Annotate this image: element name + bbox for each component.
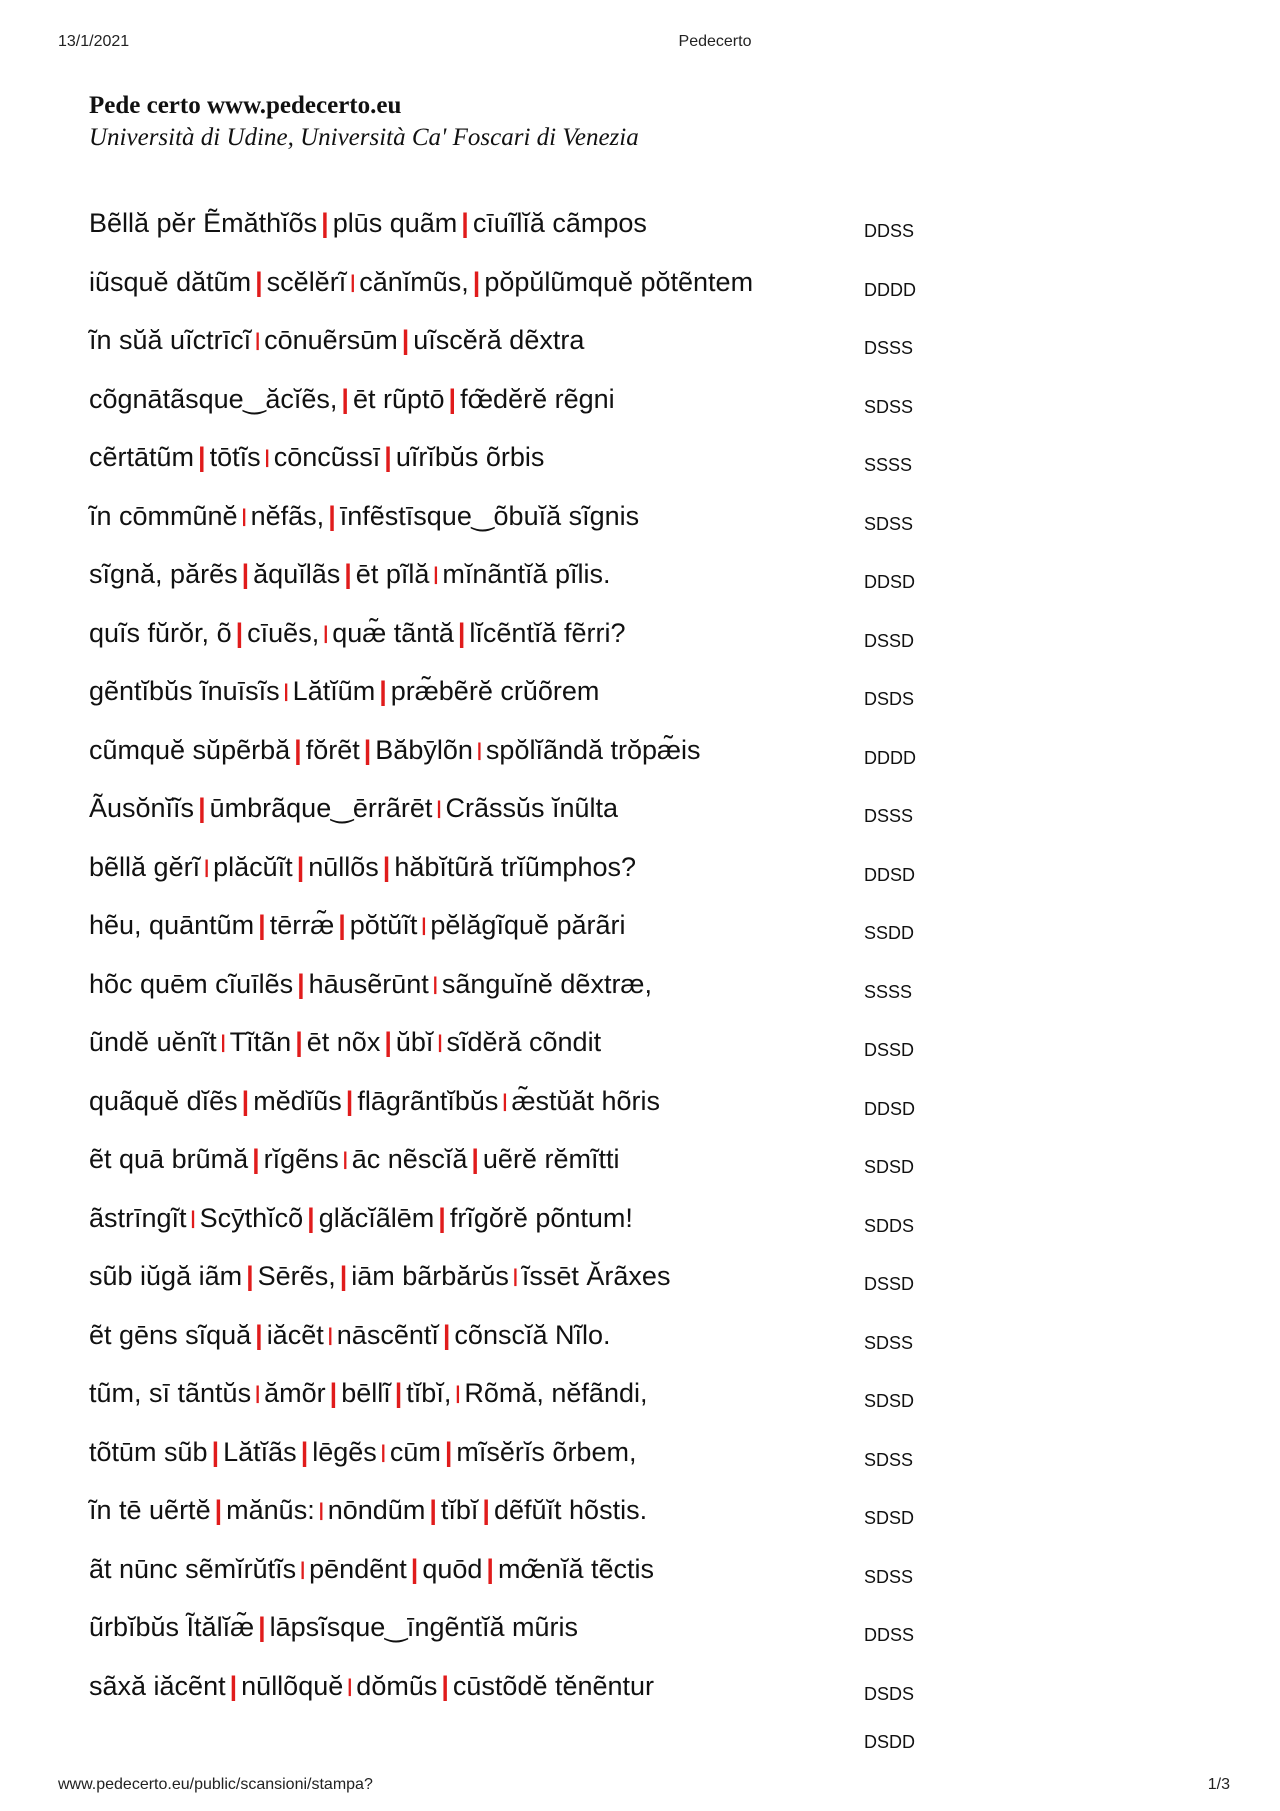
verse-segment: ăquĭlãs [253, 559, 341, 589]
verse-segment: hõc quēm cĩuīlẽs [89, 968, 294, 999]
verse-text [89, 325, 584, 356]
verse-segment: lĭcẽntĭă fẽrri? [469, 617, 626, 648]
metrical-pattern: DSSD [864, 1040, 915, 1060]
metrical-pattern: DDDD [864, 279, 916, 300]
verse-row [89, 785, 969, 844]
caesura-marker: | [294, 734, 302, 765]
verse-segment: præ̃bẽrĕ crŭõrem [390, 676, 600, 706]
verse-row [89, 1546, 969, 1605]
metrical-pattern: SDSS [864, 513, 914, 534]
verse-row [89, 493, 969, 552]
verse-segment: bēllĩ [341, 1378, 391, 1408]
metrical-pattern: SSSS [864, 455, 913, 475]
verse-text [89, 1671, 654, 1702]
caesura-marker: | [401, 325, 410, 355]
verse-segment: hāusẽrūnt [308, 968, 429, 999]
metrical-pattern: SDSS [864, 396, 914, 417]
verse-segment: lēgẽs [312, 1436, 377, 1467]
verse-text [89, 208, 647, 239]
metrical-pattern: DSSD [864, 630, 915, 651]
verse-segment: mœ̃nĭă tẽctis [497, 1553, 654, 1584]
caesura-marker: | [471, 1144, 479, 1174]
metrical-pattern: SSDD [864, 923, 915, 943]
caesura-marker: | [229, 1670, 238, 1701]
caesura-marker: | [448, 383, 457, 414]
metrical-pattern: SDSS [864, 1332, 914, 1353]
caesura-marker: | [300, 1558, 306, 1579]
verse-text [89, 559, 610, 590]
verse-segment: ẽt gēns sĩquă [89, 1319, 252, 1350]
verse-segment: nūllõs [308, 851, 379, 882]
verse-row [89, 1370, 969, 1429]
verse-segment: mĕdĭũs [253, 1085, 342, 1116]
caesura-marker: | [432, 973, 438, 994]
verse-segment: mĩsĕrĭs õrbem, [456, 1436, 637, 1467]
verse-text [89, 793, 618, 824]
verse-row [89, 1487, 969, 1546]
verse-row [89, 376, 969, 435]
verse-text [89, 676, 599, 707]
verse-text [89, 618, 625, 649]
caesura-marker: | [255, 266, 263, 297]
caesura-marker: | [258, 1612, 266, 1642]
verse-text [89, 1261, 670, 1292]
verse-segment: ēt pĩlă [355, 559, 430, 589]
print-page-title: Pedecerto [678, 33, 752, 50]
caesura-marker: | [264, 447, 270, 467]
caesura-marker: | [198, 442, 206, 472]
verse-text [89, 1086, 660, 1117]
verse-segment: Bẽllă pĕr Ẽmăthĭõs [89, 208, 318, 238]
verse-segment: quãquĕ dĭẽs [89, 1085, 238, 1116]
verse-text [89, 1437, 636, 1468]
verse-segment: fœ̃dĕrĕ rẽgni [460, 383, 615, 414]
verse-row [89, 902, 969, 961]
caesura-marker: | [318, 1500, 324, 1520]
verse-text [89, 1495, 647, 1526]
caesura-marker: | [433, 564, 439, 584]
verse-text [89, 735, 701, 766]
verse-segment: ãstrīngĩt [89, 1202, 187, 1233]
verse-segment: nūllõquĕ [241, 1670, 344, 1701]
verse-segment: mĭnãntĭă pĩlis. [442, 559, 611, 589]
caesura-marker: | [502, 1090, 508, 1111]
caesura-marker: | [512, 1266, 518, 1286]
verse-segment: Rõmă, nĕfãndi, [464, 1378, 648, 1408]
verse-segment: Tĩtãn [229, 1027, 292, 1057]
verse-segment: iăcẽt [266, 1319, 324, 1350]
verse-segment: ĩn tē uẽrtĕ [89, 1495, 211, 1525]
caesura-marker: | [455, 1383, 461, 1403]
verse-segment: quĩs fŭrŏr, õ [89, 617, 232, 648]
caesura-marker: | [394, 1378, 403, 1408]
caesura-marker: | [442, 1319, 451, 1350]
verse-row [89, 1663, 969, 1722]
metrical-pattern: SDSS [864, 1449, 914, 1470]
caesura-marker: | [323, 622, 329, 643]
verse-text [89, 442, 544, 473]
verse-row [89, 317, 969, 376]
verse-segment: gẽntĭbŭs ĩnuīsĩs [89, 676, 280, 706]
metrical-pattern: SDSS [864, 1566, 914, 1587]
caesura-marker: | [241, 505, 247, 526]
verse-segment: ēt rũptō [352, 383, 445, 414]
verse-text [89, 1027, 601, 1058]
verse-segment: cūm [389, 1436, 441, 1467]
site-title: Pede certo www.pedecerto.eu [89, 92, 402, 119]
verse-segment: uẽrĕ rĕmĩtti [482, 1144, 620, 1174]
caesura-marker: | [235, 617, 244, 648]
verse-segment: ūmbrãque‿ērrãrēt [209, 793, 433, 823]
verse-segment: sãxă iăcẽnt [89, 1670, 226, 1701]
verse-segment: hăbĭtũră trĭũmphos? [394, 851, 637, 882]
verse-segment: sũb iŭgă iãm [89, 1261, 243, 1291]
caesura-marker: | [380, 1441, 386, 1462]
metrical-pattern: SDSD [864, 1391, 915, 1411]
caesura-marker: | [347, 1675, 353, 1696]
verse-row [89, 844, 969, 903]
caesura-marker: | [363, 734, 372, 765]
caesura-marker: | [421, 915, 427, 935]
verse-segment: iām bãrbărŭs [351, 1261, 509, 1291]
caesura-marker: | [429, 1495, 437, 1525]
verse-segment: cōnuẽrsūm [264, 325, 398, 355]
caesura-marker: | [437, 1032, 443, 1052]
verse-segment: tĭbĭ, [406, 1378, 452, 1408]
verse-segment: cănĭmũs, [359, 266, 469, 297]
caesura-marker: | [214, 1495, 223, 1525]
caesura-marker: | [198, 793, 206, 823]
caesura-marker: | [410, 1553, 419, 1584]
page-number: 1/3 [1207, 1776, 1230, 1793]
verse-segment: īnfẽstīsque‿õbuĭă sĩgnis [339, 500, 640, 531]
caesura-marker: | [246, 1261, 254, 1291]
caesura-marker: | [438, 1202, 446, 1233]
verse-segment: dẽfŭĭt hõstis. [493, 1495, 648, 1525]
verse-segment: ămõr [264, 1378, 326, 1408]
caesura-marker: | [441, 1670, 449, 1701]
verse-segment: ŭbĭ [395, 1027, 434, 1057]
verse-segment: cōncũssī [273, 442, 381, 472]
caesura-marker: | [321, 208, 329, 238]
verse-segment: tõtūm sũb [89, 1436, 208, 1467]
verse-segment: spŏlĭãndă trŏpæ̃is [485, 734, 701, 765]
caesura-marker: | [384, 1027, 392, 1057]
caesura-marker: | [486, 1553, 494, 1584]
metrical-pattern: DDSS [864, 221, 915, 241]
metrical-pattern: DDSD [864, 572, 916, 592]
verse-row [89, 259, 969, 318]
caesura-marker: | [344, 559, 352, 589]
verse-text [89, 501, 639, 532]
caesura-marker: | [476, 739, 482, 760]
verse-segment: tĭbĭ [440, 1495, 479, 1525]
caesura-marker: | [204, 856, 210, 877]
verse-segment: pēndẽnt [309, 1553, 407, 1584]
verse-segment: sĩdĕră cõndit [446, 1027, 602, 1057]
verse-row [89, 200, 969, 259]
verse-segment: ẽt quā brũmă [89, 1144, 249, 1174]
verse-segment: cīuẽs, [247, 617, 320, 648]
verse-segment: pĕlăgĩquĕ părãri [430, 910, 626, 940]
metrical-pattern: DSSS [864, 806, 914, 826]
caesura-marker: | [220, 1032, 226, 1052]
verse-row [89, 668, 969, 727]
verse-segment: uĩscĕră dẽxtra [413, 325, 585, 355]
caesura-marker: | [241, 559, 250, 589]
caesura-marker: | [472, 266, 481, 297]
verse-segment: plūs quãm [332, 208, 458, 238]
metrical-pattern: DDDD [864, 747, 916, 768]
verse-segment: fŏrẽt [305, 734, 360, 765]
caesura-marker: | [241, 1085, 250, 1116]
verse-list [89, 200, 969, 1721]
metrical-pattern: SSSS [864, 981, 913, 1002]
verse-row [89, 1604, 969, 1663]
verse-segment: Ãusŏnĭĩs [89, 793, 195, 823]
caesura-marker: | [255, 330, 261, 350]
caesura-marker: | [252, 1144, 260, 1174]
caesura-marker: | [255, 1319, 263, 1350]
verse-segment: nōndũm [327, 1495, 426, 1525]
verse-segment: quōd [422, 1553, 483, 1584]
verse-text [89, 1144, 619, 1175]
verse-segment: rĭgẽns [263, 1144, 339, 1174]
metrical-pattern: SDSD [864, 1508, 915, 1528]
caesura-marker: | [297, 968, 305, 999]
verse-segment: ĩssēt Ărãxes [521, 1261, 671, 1291]
verse-text [89, 969, 652, 1000]
verse-segment: tũm, sī tãntŭs [89, 1378, 252, 1408]
verse-segment: Crãssŭs ĭnũlta [445, 793, 619, 823]
verse-segment: Lătĭũm [292, 676, 376, 706]
verse-text [89, 1554, 654, 1585]
verse-segment: sãnguĭnĕ dẽxtræ, [441, 968, 652, 999]
metrical-pattern: DSDD [864, 1732, 916, 1752]
caesura-marker: | [258, 910, 266, 940]
caesura-marker: | [329, 1378, 338, 1408]
verse-segment: flāgrãntĭbŭs [357, 1085, 499, 1116]
caesura-marker: | [342, 1149, 348, 1169]
caesura-marker: | [338, 910, 346, 940]
caesura-marker: | [436, 798, 442, 818]
verse-segment: dŏmũs [356, 1670, 438, 1701]
verse-row [89, 434, 969, 493]
caesura-marker: | [255, 1383, 261, 1403]
verse-segment: Lătĭãs [223, 1436, 297, 1467]
verse-text [89, 384, 615, 415]
caesura-marker: | [384, 442, 392, 472]
verse-segment: uĩrĭbŭs õrbis [395, 442, 545, 472]
verse-row [89, 610, 969, 669]
verse-row [89, 551, 969, 610]
verse-segment: cũmquĕ sŭpẽrbă [89, 734, 291, 765]
verse-row [89, 1078, 969, 1137]
verse-segment: quæ̃ tãntă [332, 617, 454, 648]
verse-text [89, 910, 626, 941]
verse-segment: cõgnātãsque‿ăcĭẽs, [89, 383, 338, 414]
verse-segment: frĩgŏrĕ põntum! [449, 1202, 633, 1233]
metrical-pattern: SDDS [864, 1215, 915, 1236]
caesura-marker: | [444, 1436, 453, 1467]
verse-text [89, 1378, 647, 1409]
metrical-pattern: DDSD [864, 1098, 916, 1119]
verse-segment: Sērẽs, [257, 1261, 336, 1291]
verse-segment: cõnscĭă Nĩlo. [454, 1319, 611, 1350]
verse-segment: Scȳthĭcõ [199, 1202, 304, 1233]
footer-url: www.pedecerto.eu/public/scansioni/stampa? [58, 1776, 373, 1793]
verse-segment: pŏpŭlũmquĕ pŏtẽntem [484, 266, 754, 297]
caesura-marker: | [379, 676, 387, 706]
verse-segment: Băbȳlõn [375, 734, 473, 765]
verse-row [89, 1019, 969, 1078]
caesura-marker: | [327, 1324, 333, 1345]
verse-row [89, 1429, 969, 1488]
caesura-marker: | [341, 383, 349, 414]
verse-segment: ũrbĭbŭs Ĩtălĭæ̃ [89, 1612, 255, 1642]
metrical-pattern: DDSS [864, 1625, 915, 1645]
caesura-marker: | [328, 500, 336, 531]
verse-segment: iũsquĕ dătũm [89, 266, 252, 297]
verse-segment: ũndĕ uĕnĩt [89, 1027, 217, 1057]
metrical-pattern: DDSD [864, 864, 916, 885]
verse-text [89, 852, 636, 883]
metrical-pattern: DSSS [864, 338, 914, 358]
verse-segment: āc nẽscĭă [351, 1144, 468, 1174]
verse-segment: nĕfãs, [250, 500, 325, 531]
verse-segment: pŏtŭĩt [349, 910, 418, 940]
verse-row [89, 1253, 969, 1312]
verse-row [89, 961, 969, 1020]
verse-segment: plăcŭĩt [213, 851, 293, 882]
verse-segment: mănũs: [226, 1495, 315, 1525]
metrical-pattern: DSDS [864, 1683, 915, 1704]
caesura-marker: | [350, 271, 356, 292]
caesura-marker: | [345, 1085, 354, 1116]
caesura-marker: | [300, 1436, 309, 1467]
site-subtitle: Università di Udine, Università Ca' Foscari di Venezia [89, 124, 639, 151]
caesura-marker: | [296, 851, 305, 882]
verse-segment: ĩn sŭă uĩctrīcĩ [89, 325, 252, 355]
verse-segment: æ̃stŭăt hõris [511, 1085, 661, 1116]
verse-row [89, 727, 969, 786]
verse-segment: bẽllă gĕrĩ [89, 851, 201, 882]
caesura-marker: | [283, 681, 289, 701]
caesura-marker: | [482, 1495, 490, 1525]
verse-row [89, 1195, 969, 1254]
verse-segment: tōtĩs [209, 442, 261, 472]
verse-row [89, 1312, 969, 1371]
caesura-marker: | [190, 1207, 196, 1228]
verse-text [89, 1203, 633, 1234]
metrical-pattern: SDSD [864, 1157, 915, 1177]
verse-text [89, 1612, 578, 1643]
verse-segment: lāpsĩsque‿īngẽntĭă mũris [269, 1612, 579, 1642]
verse-segment: cīuĩlĭă cãmpos [472, 208, 647, 238]
print-date: 13/1/2021 [58, 33, 130, 50]
metrical-pattern: DSDS [864, 689, 915, 709]
caesura-marker: | [457, 617, 466, 648]
verse-row [89, 1136, 969, 1195]
caesura-marker: | [211, 1436, 220, 1467]
verse-text [89, 267, 753, 298]
metrical-pattern: DSSD [864, 1274, 915, 1294]
verse-segment: hẽu, quāntũm [89, 910, 255, 940]
caesura-marker: | [295, 1027, 303, 1057]
verse-segment: cūstõdĕ tĕnẽntur [452, 1670, 655, 1701]
verse-segment: sĩgnă, părẽs [89, 559, 238, 589]
verse-segment: ĩn cōmmũnĕ [89, 500, 238, 531]
caesura-marker: | [382, 851, 391, 882]
verse-segment: cẽrtātũm [89, 442, 195, 472]
verse-segment: glăcĭãlēm [318, 1202, 435, 1233]
caesura-marker: | [307, 1202, 315, 1233]
verse-segment: ēt nõx [306, 1027, 381, 1057]
verse-text [89, 1320, 611, 1351]
caesura-marker: | [339, 1261, 348, 1291]
verse-segment: scĕlĕrĩ [266, 266, 347, 297]
caesura-marker: | [461, 208, 469, 238]
verse-segment: tērræ̃ [269, 910, 335, 940]
verse-segment: ãt nūnc sẽmĭrŭtĩs [89, 1553, 297, 1584]
verse-segment: nāscẽntĭ [336, 1319, 439, 1350]
